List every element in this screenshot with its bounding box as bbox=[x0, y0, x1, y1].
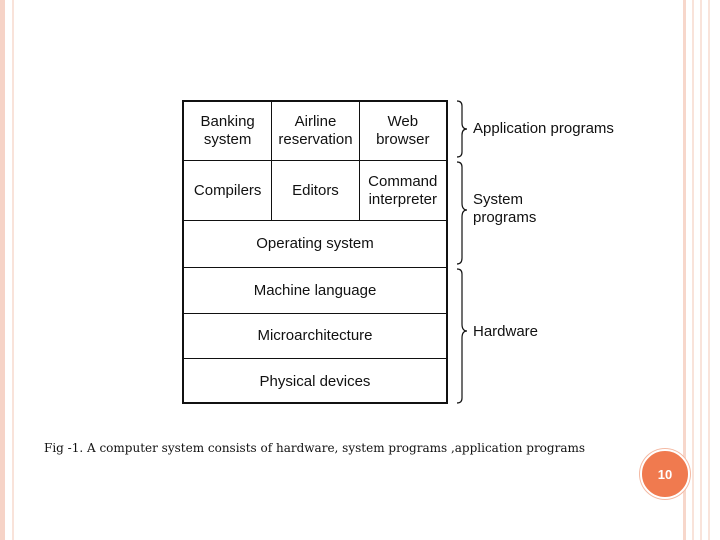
cell-banking-system: Banking system bbox=[200, 113, 255, 148]
cell-editors: Editors bbox=[271, 161, 358, 220]
diagram-row-system-tools bbox=[184, 161, 446, 221]
cell-airline-reservation: Airline reservation bbox=[271, 102, 358, 160]
cell-physical-devices: Physical devices bbox=[259, 372, 371, 390]
slide-right-border-line bbox=[692, 0, 694, 540]
diagram-row-operating-system bbox=[184, 221, 446, 268]
slide-right-border-line bbox=[700, 0, 702, 540]
brace-system-programs bbox=[457, 162, 467, 264]
brace-hardware bbox=[457, 269, 467, 403]
cell-machine-language: Machine language bbox=[253, 281, 377, 299]
cell-operating-system: Operating system bbox=[256, 235, 374, 252]
diagram-row-applications bbox=[184, 102, 446, 161]
label-hardware: Hardware bbox=[473, 323, 539, 340]
figure-caption: Fig -1. A computer system consists of hardware, system programs ,application programs bbox=[44, 441, 586, 455]
diagram-row-machine-language bbox=[184, 268, 446, 314]
label-system-programs: System programs bbox=[473, 191, 537, 226]
brace-lines bbox=[452, 98, 474, 408]
brace-application-programs bbox=[457, 101, 467, 157]
cell-command-interpreter: Command interpreter bbox=[359, 161, 446, 220]
slide-left-border bbox=[0, 0, 5, 540]
cell-web-browser: Web browser bbox=[359, 102, 446, 160]
diagram-row-microarchitecture bbox=[184, 314, 446, 359]
slide-left-border-inner bbox=[12, 0, 14, 540]
layers-diagram bbox=[182, 100, 448, 404]
slide-right-border-line bbox=[708, 0, 710, 540]
cell-microarchitecture: Microarchitecture bbox=[257, 327, 373, 344]
page-number-badge bbox=[640, 449, 690, 499]
cell-compilers: Compilers bbox=[193, 181, 262, 199]
diagram-row-physical-devices bbox=[184, 359, 446, 404]
page-number: 10 bbox=[657, 466, 673, 482]
label-application-programs: Application programs bbox=[473, 120, 614, 137]
